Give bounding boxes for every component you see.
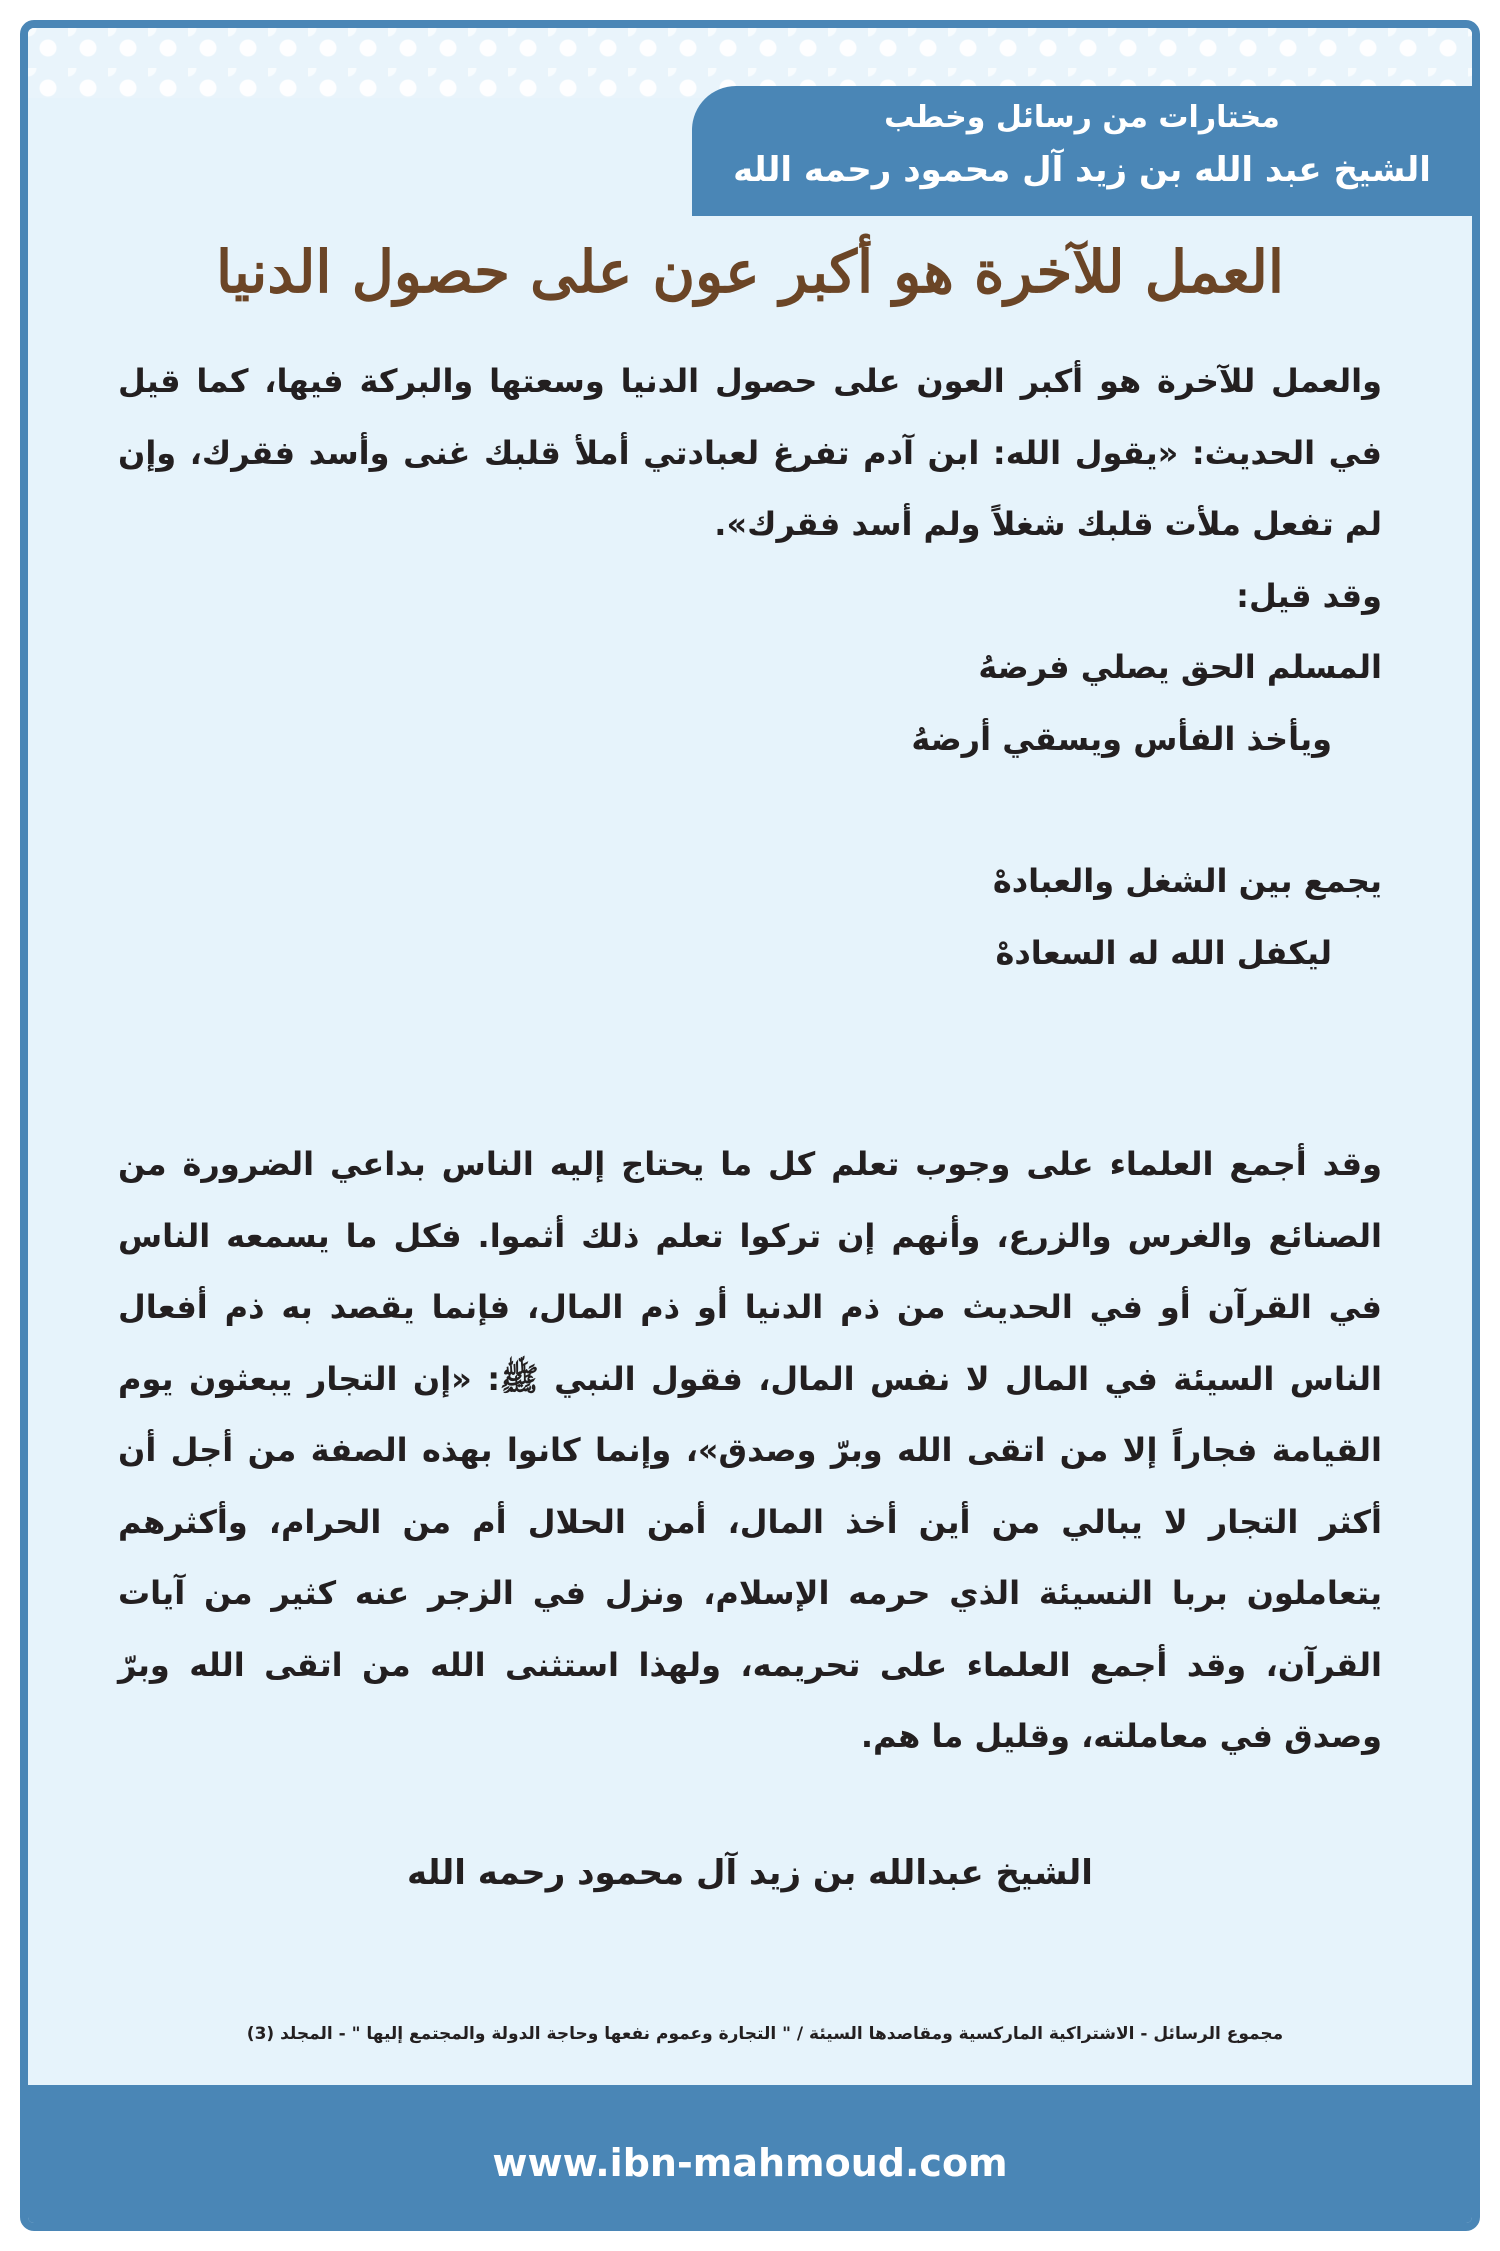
spacer [118, 989, 1382, 1129]
poem-line: يجمع بين الشغل والعبادهْ [992, 862, 1382, 900]
poem-line: ليكفل الله له السعادهْ [995, 933, 1332, 972]
header-series-title: مختارات من رسائل وخطب [884, 100, 1280, 135]
article-body [118, 346, 1382, 1773]
header-author: الشيخ عبد الله بن زيد آل محمود رحمه الله [733, 150, 1431, 190]
author-signature: الشيخ عبدالله بن زيد آل محمود رحمه الله [407, 1853, 1093, 1893]
article-title: العمل للآخرة هو أكبر عون على حصول الدنيا [216, 238, 1284, 306]
poem-line: المسلم الحق يصلي فرضهُ [978, 648, 1382, 686]
page-frame [20, 20, 1480, 2231]
spacer [118, 775, 1382, 846]
paragraph-intro: والعمل للآخرة هو أكبر العون على حصول الدنيا وسعتها والبركة فيها، كما قيل في الحديث: «يقول الله: ابن آدم تفرغ لعبادتي أملأ قلبك غنى وأسد فقرك، وإن لم تفعل ملأت قلبك شغلاً ولم أسد فقرك». [118, 362, 1382, 543]
poem-line: ويأخذ الفأس ويسقي أرضهُ [911, 719, 1332, 758]
paragraph-main: وقد أجمع العلماء على وجوب تعلم كل ما يحتاج إليه الناس بداعي الضرورة من الصنائع والغرس والزرع، وأنهم إن تركوا تعلم ذلك أثموا. فكل ما يسمعه الناس في القرآن أو في الحديث من ذم الدنيا أو ذم المال، فإنما يقصد به ذم أفعال الناس السيئة في المال لا نفس المال، فقول النبي ﷺ: «إن التجار يبعثون يوم القيامة فجاراً إلا من اتقى الله وبرّ وصدق»، وإنما كانوا بهذه الصفة من أجل أن أكثر التجار لا يبالي من أين أخذ المال، أمن الحلال أم من الحرام، وأكثرهم يتعاملون بربا النسيئة الذي حرمه الإسلام، ونزل في الزجر عنه كثير من آيات القرآن، وقد أجمع العلماء على تحريمه، ولهذا استثنى الله من اتقى الله وبرّ وصدق في معاملته، وقليل ما هم. [118, 1145, 1382, 1755]
source-citation: مجموع الرسائل - الاشتراكية الماركسية ومقاصدها السيئة / " التجارة وعموم نفعها وحاجة الدولة والمجتمع إليها " - المجلد (3) [246, 2024, 1284, 2044]
footer-band [28, 2085, 1472, 2223]
paragraph-poem-intro: وقد قيل: [1236, 576, 1382, 615]
header-band [692, 86, 1472, 216]
website-link[interactable]: www.ibn-mahmoud.com [492, 2141, 1008, 2185]
